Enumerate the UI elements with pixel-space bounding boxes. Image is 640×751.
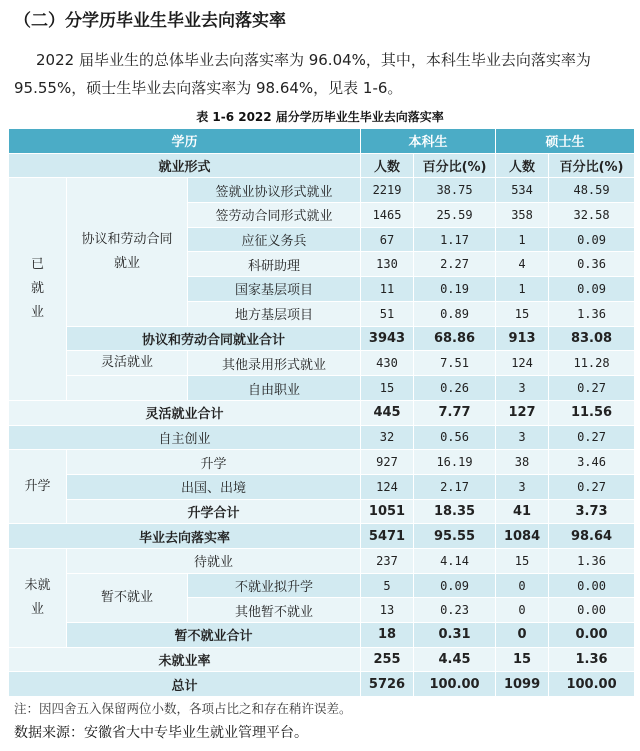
group-label-linghuo: 灵活就业: [67, 351, 188, 376]
bk-count: 3943: [361, 326, 414, 351]
ss-count: 15: [496, 301, 549, 326]
ss-percent: 98.64: [549, 524, 635, 549]
ss-percent: 83.08: [549, 326, 635, 351]
row-label: 总计: [9, 672, 361, 697]
ss-percent: 100.00: [549, 672, 635, 697]
row-label: 升学: [67, 450, 361, 475]
bk-percent: 38.75: [414, 178, 496, 203]
bk-percent: 0.19: [414, 277, 496, 302]
bk-percent: 0.23: [414, 598, 496, 623]
header-employment-form: 就业形式: [9, 153, 361, 178]
header-master: 硕士生: [496, 129, 635, 154]
ss-count: 1: [496, 277, 549, 302]
bk-percent: 2.17: [414, 474, 496, 499]
ss-count: 124: [496, 351, 549, 376]
table-row: [9, 351, 635, 376]
row-label: 签就业协议形式就业: [188, 178, 361, 203]
employment-rate-table: [8, 128, 635, 697]
ss-count: 358: [496, 203, 549, 228]
group-label-weijiuye: 未就 业: [9, 549, 67, 648]
summary-paragraph: [14, 46, 626, 102]
row-label: 毕业去向落实率: [9, 524, 361, 549]
header-bk-percent: 百分比(%): [414, 153, 496, 178]
bk-count: 927: [361, 450, 414, 475]
table-row: [9, 450, 635, 475]
bk-count: 130: [361, 252, 414, 277]
bk-count: 5471: [361, 524, 414, 549]
row-label: 未就业率: [9, 647, 361, 672]
empty-group-cell: [67, 376, 188, 401]
ss-count: 3: [496, 425, 549, 450]
bk-count: 255: [361, 647, 414, 672]
ss-percent: 3.73: [549, 499, 635, 524]
ss-percent: 11.56: [549, 400, 635, 425]
group-label-xieyi: 协议和劳动合同 就业: [67, 178, 188, 326]
header-row-columns: [9, 153, 635, 178]
bk-count: 15: [361, 376, 414, 401]
bk-percent: 0.89: [414, 301, 496, 326]
row-label: 不就业拟升学: [188, 573, 361, 598]
table-row: [9, 499, 635, 524]
bk-count: 1051: [361, 499, 414, 524]
ss-count: 15: [496, 549, 549, 574]
row-label: 自由职业: [188, 376, 361, 401]
bk-percent: 7.51: [414, 351, 496, 376]
table-row: [9, 623, 635, 648]
bk-percent: 0.31: [414, 623, 496, 648]
table-row: [9, 376, 635, 401]
data-source: 数据来源：安徽省大中专毕业生就业管理平台。: [14, 725, 308, 741]
ss-count: 15: [496, 647, 549, 672]
row-label: 暂不就业合计: [67, 623, 361, 648]
bk-count: 18: [361, 623, 414, 648]
row-label: 科研助理: [188, 252, 361, 277]
ss-percent: 0.00: [549, 573, 635, 598]
header-ss-percent: 百分比(%): [549, 153, 635, 178]
ss-count: 127: [496, 400, 549, 425]
ss-percent: 0.27: [549, 425, 635, 450]
row-label: 签劳动合同形式就业: [188, 203, 361, 228]
table-note: 注：因四舍五入保留两位小数，各项占比之和存在稍许误差。: [14, 701, 352, 716]
ss-count: 0: [496, 623, 549, 648]
bk-percent: 0.09: [414, 573, 496, 598]
paragraph-line-2: 95.55%，硕士生毕业去向落实率为 98.64%，见表 1-6。: [14, 79, 403, 97]
table-row: [9, 549, 635, 574]
bk-count: 67: [361, 227, 414, 252]
bk-count: 445: [361, 400, 414, 425]
ss-percent: 11.28: [549, 351, 635, 376]
table-row: [9, 400, 635, 425]
ss-percent: 0.00: [549, 623, 635, 648]
ss-percent: 0.27: [549, 376, 635, 401]
bk-percent: 16.19: [414, 450, 496, 475]
bk-percent: 4.14: [414, 549, 496, 574]
row-label: 出国、出境: [67, 474, 361, 499]
group-label-zanbu: 暂不就业: [67, 573, 188, 622]
row-label: 协议和劳动合同就业合计: [67, 326, 361, 351]
ss-count: 38: [496, 450, 549, 475]
ss-percent: 0.00: [549, 598, 635, 623]
header-undergraduate: 本科生: [361, 129, 496, 154]
bk-percent: 0.56: [414, 425, 496, 450]
ss-percent: 0.36: [549, 252, 635, 277]
ss-count: 534: [496, 178, 549, 203]
ss-count: 3: [496, 474, 549, 499]
ss-count: 1: [496, 227, 549, 252]
group-label-yijiuye: 已 就 业: [9, 178, 67, 401]
bk-percent: 0.26: [414, 376, 496, 401]
section-heading: （二）分学历毕业生毕业去向落实率: [14, 11, 286, 31]
table-row: [9, 672, 635, 697]
row-label: 地方基层项目: [188, 301, 361, 326]
row-label: 应征义务兵: [188, 227, 361, 252]
bk-percent: 1.17: [414, 227, 496, 252]
row-label: 灵活就业合计: [9, 400, 361, 425]
table-caption: 表 1-6 2022 届分学历毕业生毕业去向落实率: [196, 110, 444, 124]
ss-percent: 1.36: [549, 301, 635, 326]
ss-percent: 0.09: [549, 227, 635, 252]
ss-count: 1084: [496, 524, 549, 549]
header-bk-count: 人数: [361, 153, 414, 178]
bk-percent: 2.27: [414, 252, 496, 277]
bk-count: 5726: [361, 672, 414, 697]
table-row: [9, 178, 635, 203]
row-label: 其他暂不就业: [188, 598, 361, 623]
ss-percent: 32.58: [549, 203, 635, 228]
ss-percent: 0.09: [549, 277, 635, 302]
bk-percent: 7.77: [414, 400, 496, 425]
ss-count: 0: [496, 573, 549, 598]
ss-count: 0: [496, 598, 549, 623]
row-label: 待就业: [67, 549, 361, 574]
table-row: [9, 425, 635, 450]
bk-percent: 68.86: [414, 326, 496, 351]
bk-count: 1465: [361, 203, 414, 228]
bk-count: 32: [361, 425, 414, 450]
bk-count: 124: [361, 474, 414, 499]
ss-percent: 48.59: [549, 178, 635, 203]
table-row: [9, 573, 635, 598]
row-label: 国家基层项目: [188, 277, 361, 302]
bk-count: 11: [361, 277, 414, 302]
bk-count: 51: [361, 301, 414, 326]
ss-count: 41: [496, 499, 549, 524]
ss-count: 3: [496, 376, 549, 401]
row-label: 其他录用形式就业: [188, 351, 361, 376]
ss-percent: 0.27: [549, 474, 635, 499]
ss-count: 913: [496, 326, 549, 351]
paragraph-line-1: 2022 届毕业生的总体毕业去向落实率为 96.04%，其中，本科生毕业去向落实率为: [36, 51, 591, 69]
bk-count: 13: [361, 598, 414, 623]
bk-percent: 100.00: [414, 672, 496, 697]
bk-percent: 4.45: [414, 647, 496, 672]
ss-percent: 3.46: [549, 450, 635, 475]
table-row: [9, 326, 635, 351]
row-label: 自主创业: [9, 425, 361, 450]
row-label: 升学合计: [67, 499, 361, 524]
bk-percent: 25.59: [414, 203, 496, 228]
header-ss-count: 人数: [496, 153, 549, 178]
table-row: [9, 474, 635, 499]
ss-percent: 1.36: [549, 647, 635, 672]
bk-count: 237: [361, 549, 414, 574]
group-label-shengxue: 升学: [9, 450, 67, 524]
table-row: [9, 647, 635, 672]
ss-percent: 1.36: [549, 549, 635, 574]
header-row-degree: [9, 129, 635, 154]
bk-count: 430: [361, 351, 414, 376]
bk-percent: 95.55: [414, 524, 496, 549]
table-row: [9, 524, 635, 549]
ss-count: 1099: [496, 672, 549, 697]
bk-count: 5: [361, 573, 414, 598]
ss-count: 4: [496, 252, 549, 277]
bk-percent: 18.35: [414, 499, 496, 524]
header-degree: 学历: [9, 129, 361, 154]
bk-count: 2219: [361, 178, 414, 203]
